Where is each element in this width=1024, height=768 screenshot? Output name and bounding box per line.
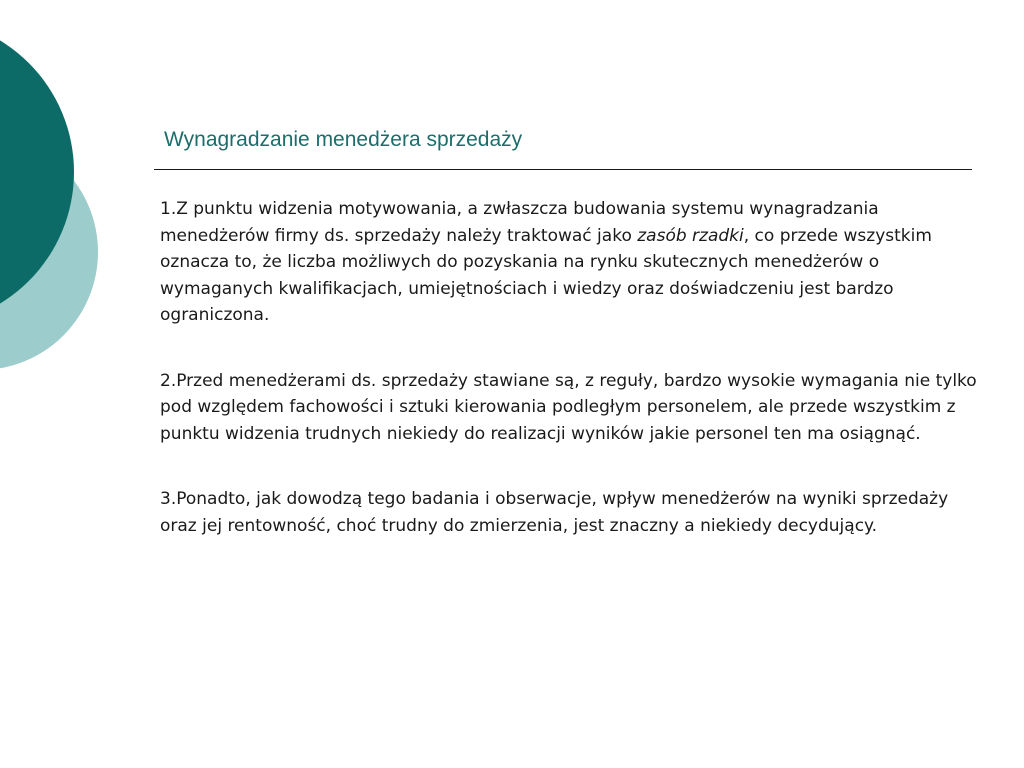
paragraph-1 — [160, 196, 980, 329]
title-divider — [154, 169, 972, 170]
paragraph-1-emphasis: zasób rzadki — [637, 225, 744, 246]
slide-title: Wynagradzanie menedżera sprzedaży — [164, 128, 523, 151]
paragraph-1-text-end: , co przede wszystkim oznacza to, że liczba możliwych do pozyskania na rynku skutecznych menedżerów o wymaganych kwalifikacjach, umiejętnościach i wiedzy oraz doświadczeniu jest bardzo ograniczona. — [160, 225, 932, 325]
decorative-circles — [0, 0, 110, 400]
paragraph-3: 3.Ponadto, jak dowodzą tego badania i obserwacje, wpływ menedżerów na wyniki sprzedaży oraz jej rentowność, choć trudny do zmierzenia, jest znaczny a niekiedy decydujący. — [160, 489, 949, 536]
slide-body — [160, 196, 980, 539]
paragraph-1-text-start: 1.Z punktu widzenia motywowania, a zwłaszcza budowania systemu wynagradzania menedżerów firmy ds. sprzedaży należy traktować jako — [160, 199, 879, 246]
paragraph-2: 2.Przed menedżerami ds. sprzedaży stawiane są, z reguły, bardzo wysokie wymagania nie tylko pod względem fachowości i sztuki kierowania podległym personelem, ale przede wszystkim z punktu widzenia trudnych niekiedy do realizacji wyników jakie personel ten ma osiągnąć. — [160, 370, 977, 444]
